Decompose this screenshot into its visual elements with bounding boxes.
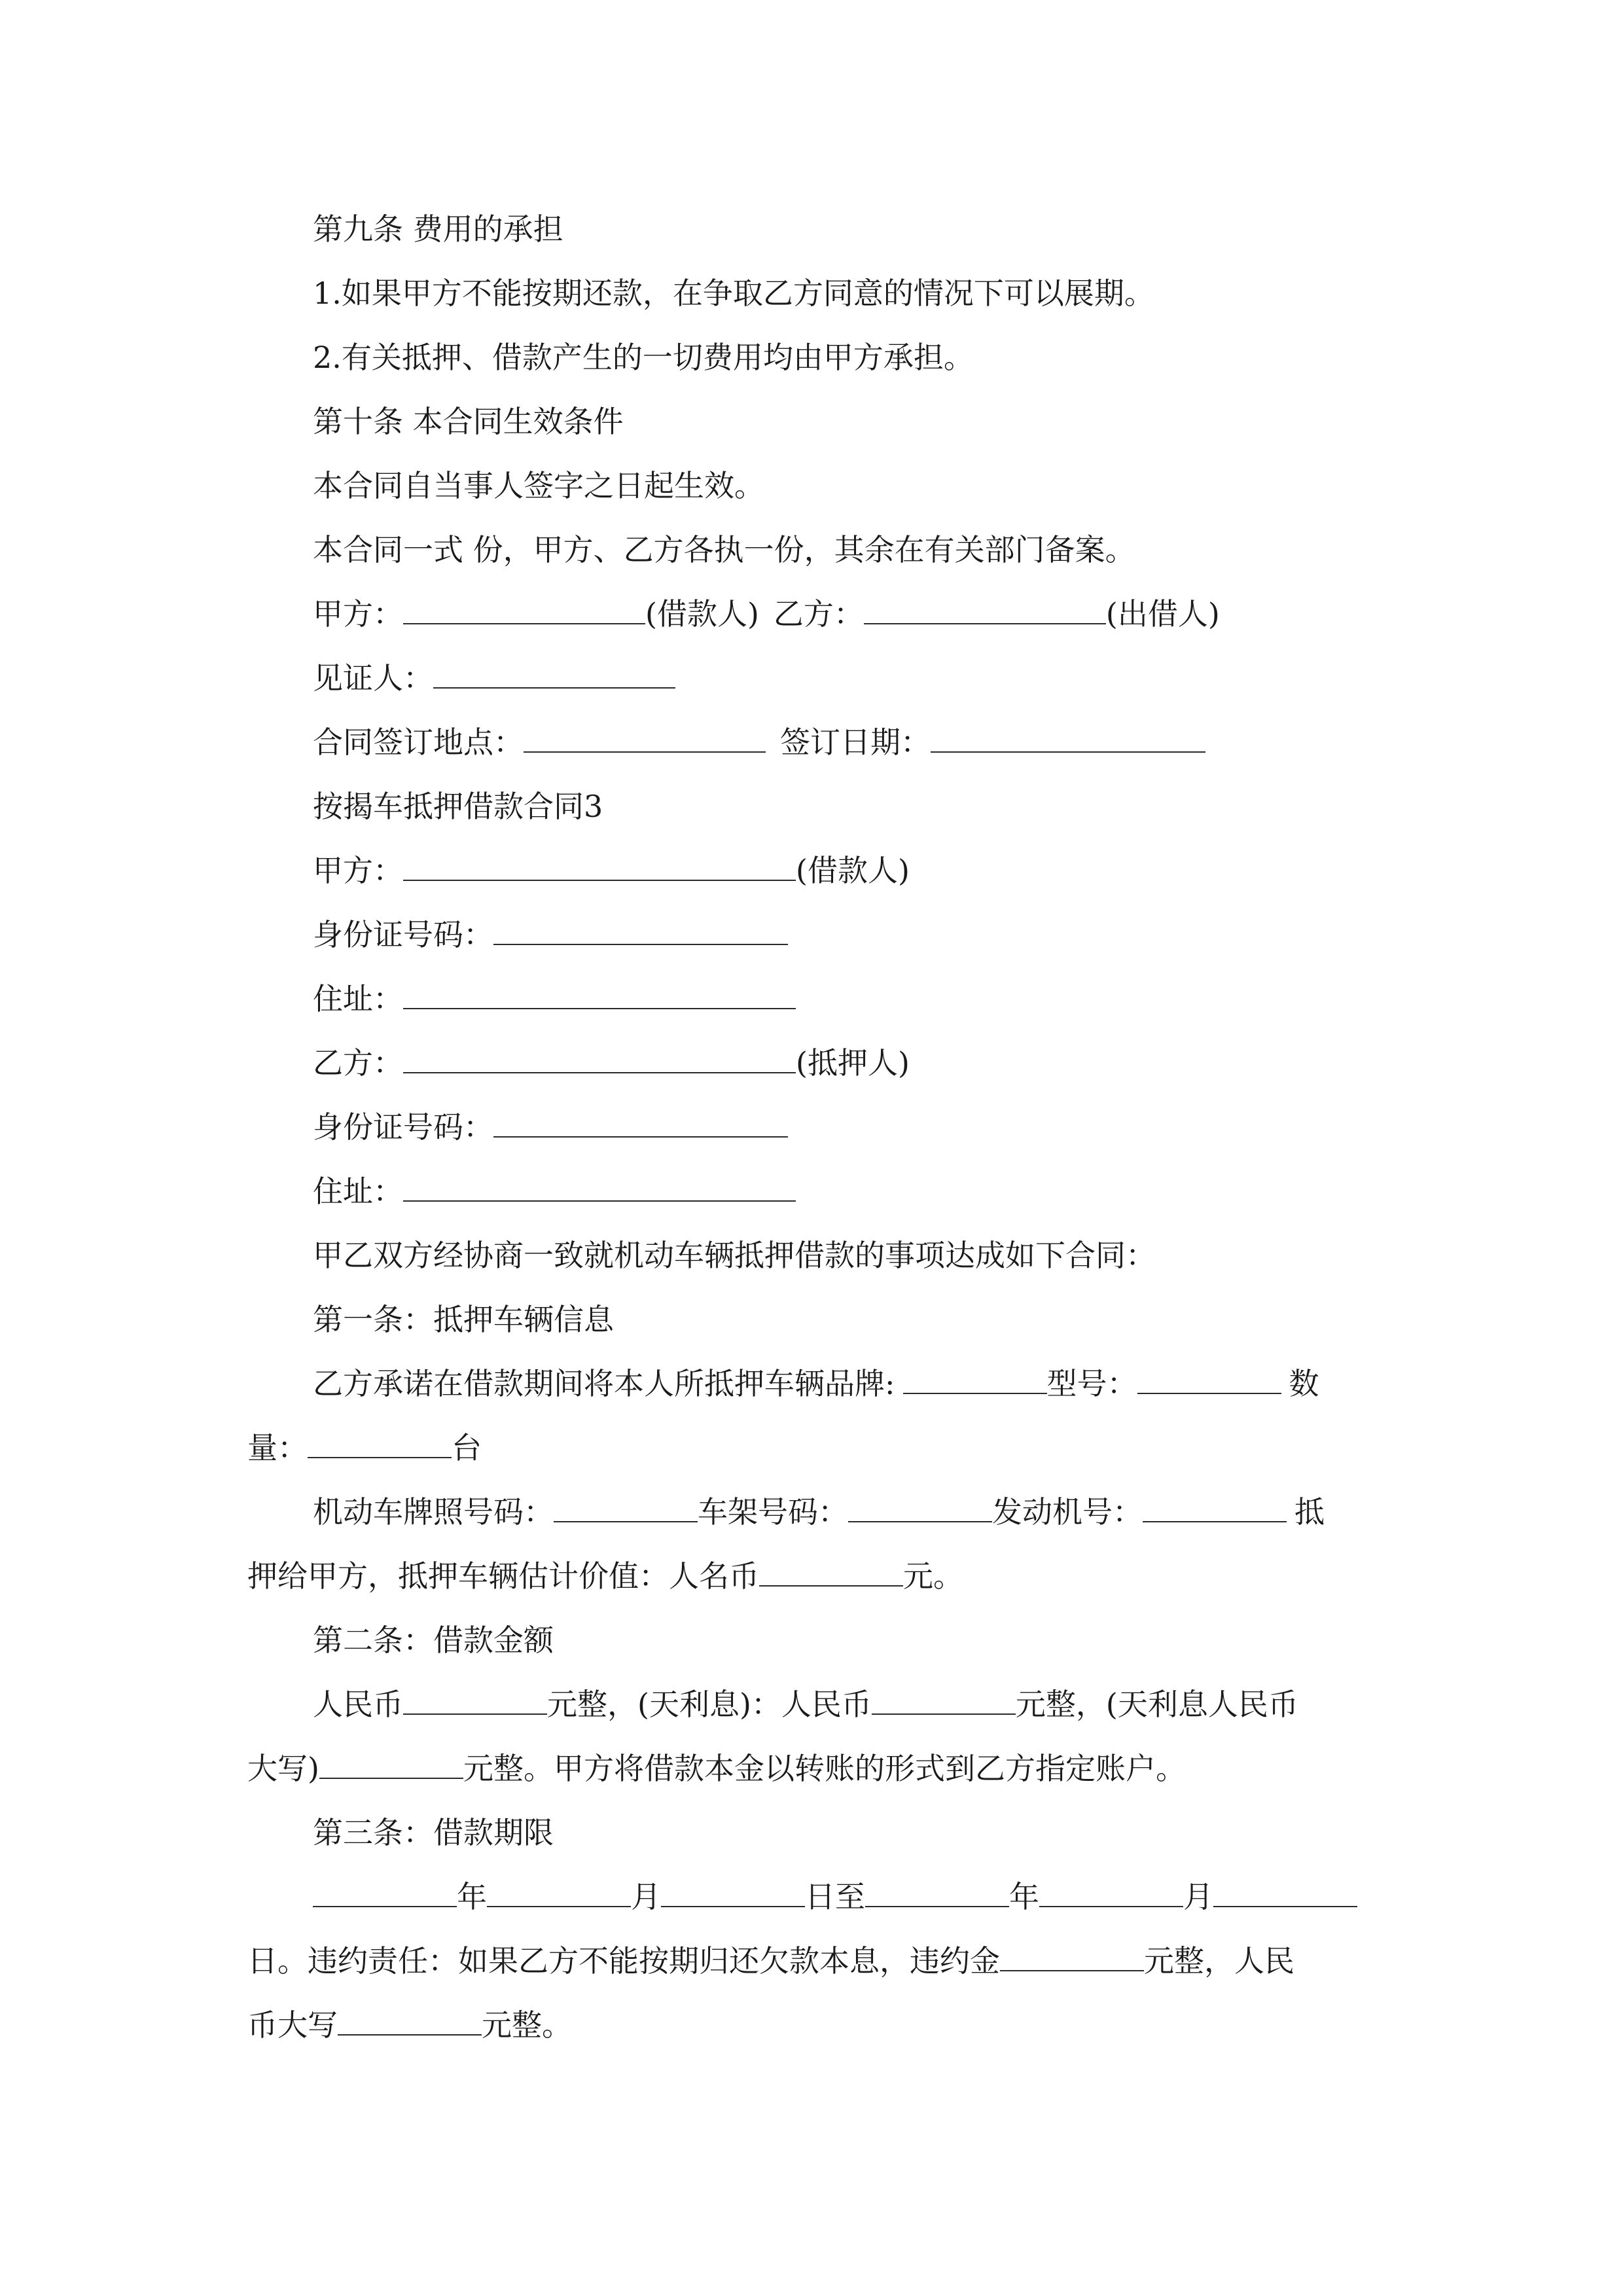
party-a-label: 甲方： [313,596,403,632]
id-number-blank [493,916,788,945]
frame-number-label: 车架号码： [698,1494,848,1530]
quantity-label-end: 量： [247,1430,308,1465]
daily-interest-blank [872,1686,1016,1715]
contract-3-title: 按揭车抵押借款合同3 [313,789,603,824]
estimated-value-label: 押给甲方，抵押车辆估计价值：人名币 [247,1558,759,1594]
month-label: 月 [631,1879,661,1914]
article-1-line-1 [313,1364,1319,1403]
party-b-label: 乙方： [773,596,864,632]
signing-date-label: 签订日期： [780,725,931,760]
article-3-line-1 [313,1877,1357,1916]
signing-place-blank [524,724,766,753]
frame-number-blank [848,1494,992,1522]
article-10-title: 第十条 本合同生效条件 [313,404,624,439]
mortgage-text-start: 抵 [1294,1494,1325,1530]
article-9-item-2: 2.有关抵押、借款产生的一切费用均由甲方承担。 [313,340,974,375]
article-9-title: 第九条 费用的承担 [313,211,563,247]
party-b-address-line [313,1172,796,1211]
lender-note: (出借人) [1105,596,1220,632]
article-3-line-2 [247,1941,1294,1981]
article-10-para-2: 本合同一式 份，甲方、乙方各执一份，其余在有关部门备案。 [313,532,1135,567]
transfer-clause: 元整。甲方将借款本金以转账的形式到乙方指定账户。 [463,1751,1186,1786]
party-b-id-line [313,1107,788,1147]
article-2-line-2 [247,1749,1186,1788]
year-label: 年 [1009,1879,1039,1914]
vehicle-model-blank [1137,1365,1281,1394]
article-10-para-1: 本合同自当事人签字之日起生效。 [313,468,764,503]
article-3-line-3 [247,2005,572,2045]
article-1-line-3 [313,1492,1325,1532]
start-month-blank [487,1878,631,1907]
borrower-note: (借款人) [645,596,759,632]
address-label: 住址： [313,981,403,1016]
engine-number-blank [1143,1494,1287,1522]
article-1-line-4 [247,1556,963,1596]
witness-blank [433,660,675,689]
plate-number-blank [554,1494,698,1522]
signing-place-date-line [313,723,1205,762]
article-9-item-1: 1.如果甲方不能按期还款，在争取乙方同意的情况下可以展期。 [313,276,1154,311]
party-a-blank [403,596,645,624]
daily-interest-label: 元整，(天利息)：人民币 [547,1687,872,1722]
year-label: 年 [457,1879,487,1914]
vehicle-brand-blank [903,1365,1047,1394]
borrower-note: (借款人) [796,853,910,888]
end-day-blank [1213,1878,1357,1907]
party-a-address-line [313,979,796,1018]
id-number-label: 身份证号码： [313,1109,493,1145]
estimated-value-blank [759,1558,903,1587]
vehicle-brand-label: 乙方承诺在借款期间将本人所抵押车辆品牌: [313,1366,895,1401]
day-to-label: 日至 [805,1879,865,1914]
party-b-label: 乙方： [313,1045,403,1081]
witness-line [313,658,675,698]
amount-in-words-label: 大写) [247,1751,319,1786]
signing-date-blank [931,724,1205,753]
party-a-blank [403,852,796,881]
signature-parties-line [313,594,1220,634]
contract-3-party-b-line [313,1043,910,1083]
article-2-title: 第二条：借款金额 [313,1623,554,1658]
quantity-blank [308,1429,452,1458]
article-1-title: 第一条：抵押车辆信息 [313,1302,614,1337]
loan-amount-label: 人民币 [313,1687,403,1722]
penalty-amount-blank [1000,1943,1144,1971]
party-a-id-line [313,915,788,954]
amount-in-words-blank [319,1750,463,1779]
penalty-words-blank [338,2007,482,2036]
witness-label: 见证人： [313,660,433,696]
article-3-title: 第三条：借款期限 [313,1815,554,1850]
amount-in-words-label: 币大写 [247,2007,338,2043]
start-year-blank [313,1878,457,1907]
contract-intro: 甲乙双方经协商一致就机动车辆抵押借款的事项达成如下合同： [313,1238,1156,1273]
penalty-unit: 元整。 [482,2007,572,2043]
address-blank [403,980,796,1009]
party-b-blank [403,1045,796,1073]
address-blank [403,1173,796,1202]
article-1-line-2 [247,1428,482,1467]
party-a-label: 甲方： [313,853,403,888]
start-day-blank [661,1878,805,1907]
month-label: 月 [1183,1879,1213,1914]
mortgagor-note: (抵押人) [796,1045,910,1081]
end-month-blank [1039,1878,1183,1907]
penalty-clause: 日。违约责任：如果乙方不能按期归还欠款本息，违约金 [247,1943,1000,1979]
address-label: 住址： [313,1174,403,1209]
id-number-label: 身份证号码： [313,917,493,952]
daily-interest-words-label: 元整，(天利息人民币 [1015,1687,1298,1722]
article-2-line-1 [313,1685,1298,1724]
estimated-value-unit: 元。 [903,1558,963,1594]
penalty-words-label: 元整，人民 [1144,1943,1294,1979]
contract-3-party-a-line [313,851,910,890]
signing-place-label: 合同签订地点： [313,725,524,760]
quantity-label-start: 数 [1289,1366,1319,1401]
plate-number-label: 机动车牌照号码： [313,1494,554,1530]
id-number-blank [493,1109,788,1138]
engine-number-label: 发动机号： [992,1494,1143,1530]
vehicle-model-label: 型号： [1046,1366,1137,1401]
quantity-unit: 台 [452,1430,482,1465]
end-year-blank [865,1878,1009,1907]
loan-amount-blank [403,1686,547,1715]
party-b-blank [864,596,1106,624]
